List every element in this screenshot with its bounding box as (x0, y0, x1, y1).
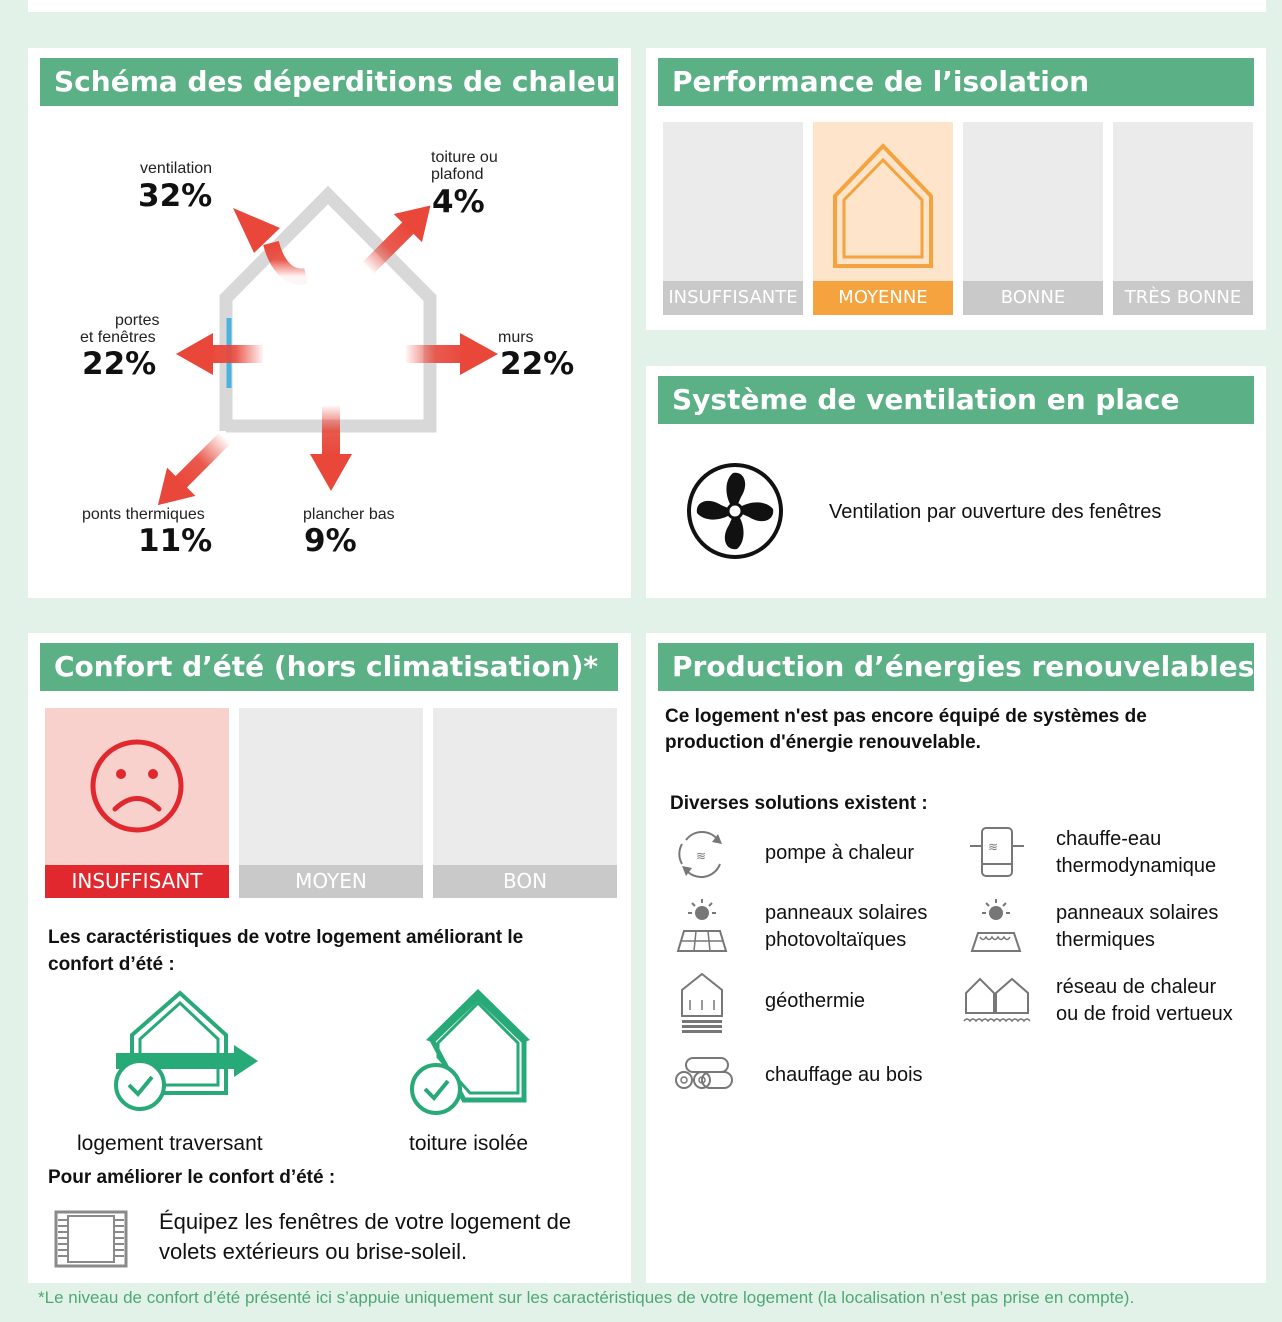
comfort-level-insuffisant (45, 708, 229, 898)
walls-label: murs (498, 329, 534, 346)
ventilation-title: Système de ventilation en place (658, 376, 1254, 424)
feature-through-dwelling: logement traversant (77, 1132, 263, 1155)
top-header-strip (28, 0, 1266, 12)
bridges-label: ponts thermiques (82, 506, 205, 523)
solution-thermal-1: panneaux solaires (1056, 902, 1219, 924)
heat-pump-icon (672, 826, 732, 882)
solution-thermal-2: thermiques (1056, 929, 1155, 951)
footnote: *Le niveau de confort d’été présenté ici s’appuie uniquement sur les caractéristiques de votre logement (la localisation n’est pas prise en compte). (38, 1288, 1135, 1307)
ventilation-description: Ventilation par ouverture des fenêtres (829, 501, 1162, 523)
ventilation-arrow (233, 208, 306, 277)
insulation-level-tres-bonne (1113, 122, 1253, 315)
insulation-level-bonne (963, 122, 1103, 315)
ventilation-card (646, 366, 1266, 598)
bridges-pct: 11% (138, 523, 213, 559)
heat-loss-card (28, 48, 631, 598)
insulation-level-label: BONNE (963, 281, 1103, 315)
comfort-level-label: BON (433, 865, 617, 898)
insulation-level-label: TRÈS BONNE (1113, 281, 1253, 315)
insulation-level-label: INSUFFISANTE (663, 281, 803, 315)
water-heater-icon (968, 824, 1028, 882)
svg-text:≋: ≋ (696, 849, 707, 863)
roof-pct: 4% (432, 184, 485, 220)
insulated-roof-icon (404, 985, 554, 1120)
house-icon (813, 122, 953, 280)
floor-label: plancher bas (303, 506, 395, 523)
solution-network-2: ou de froid vertueux (1056, 1003, 1233, 1025)
renewables-intro-1: Ce logement n'est pas encore équipé de systèmes de (665, 706, 1147, 727)
insulation-level-insuffisante (663, 122, 803, 315)
comfort-level-label: INSUFFISANT (45, 865, 229, 898)
fan-icon (685, 461, 785, 561)
solution-water-heater-2: thermodynamique (1056, 855, 1217, 877)
floor-arrow (310, 406, 352, 491)
floor-pct: 9% (304, 523, 357, 559)
roof-label-2: plafond (431, 166, 484, 183)
shutter-icon (54, 1210, 128, 1268)
sad-face-icon (45, 708, 229, 864)
comfort-level-bon (433, 708, 617, 898)
comfort-level-label: MOYEN (239, 865, 423, 898)
insulation-title: Performance de l’isolation (658, 58, 1254, 106)
renewables-intro-2: production d'énergie renouvelable. (665, 732, 981, 753)
svg-text:≋: ≋ (988, 840, 999, 854)
solution-geothermal: géothermie (765, 990, 866, 1012)
doors-label-1: portes (115, 312, 160, 329)
features-heading-2: confort d’été : (48, 954, 175, 975)
roof-label-1: toiture ou (431, 149, 498, 166)
solution-pv-2: photovoltaïques (765, 929, 907, 951)
renewables-title: Production d’énergies renouvelables (658, 643, 1254, 691)
geothermal-icon (676, 970, 736, 1034)
feature-insulated-roof: toiture isolée (409, 1132, 529, 1155)
doors-label-2: et fenêtres (80, 329, 156, 346)
heat-network-icon (962, 975, 1032, 1029)
renewables-card (646, 633, 1266, 1283)
solar-thermal-icon (968, 897, 1028, 957)
heat-loss-title: Schéma des déperditions de chaleur (40, 58, 618, 106)
solution-heat-pump: pompe à chaleur (765, 842, 914, 864)
ventilation-pct: 32% (138, 178, 213, 214)
wood-logs-icon (672, 1054, 736, 1094)
walls-pct: 22% (500, 346, 575, 382)
insulation-card (646, 48, 1266, 330)
solutions-heading: Diverses solutions existent : (670, 793, 928, 814)
solution-water-heater-1: chauffe-eau (1056, 828, 1162, 850)
improve-heading: Pour améliorer le confort d’été : (48, 1167, 336, 1188)
improve-text-1: Équipez les fenêtres de votre logement de (159, 1209, 572, 1234)
summer-comfort-card (28, 633, 631, 1283)
ventilation-label: ventilation (140, 160, 213, 177)
doors-pct: 22% (82, 346, 157, 382)
insulation-level-label: MOYENNE (813, 281, 953, 315)
improve-text-2: volets extérieurs ou brise-soleil. (159, 1239, 468, 1264)
insulation-level-moyenne (813, 122, 953, 315)
walls-arrow (406, 333, 498, 375)
comfort-level-moyen (239, 708, 423, 898)
solution-network-1: réseau de chaleur (1056, 976, 1217, 998)
solution-wood: chauffage au bois (765, 1064, 923, 1086)
summer-comfort-title: Confort d’été (hors climatisation)* (40, 643, 618, 691)
solution-pv-1: panneaux solaires (765, 902, 928, 924)
solar-pv-icon (674, 897, 734, 957)
features-heading-1: Les caractéristiques de votre logement améliorant le (48, 927, 524, 948)
through-dwelling-icon (108, 985, 268, 1120)
